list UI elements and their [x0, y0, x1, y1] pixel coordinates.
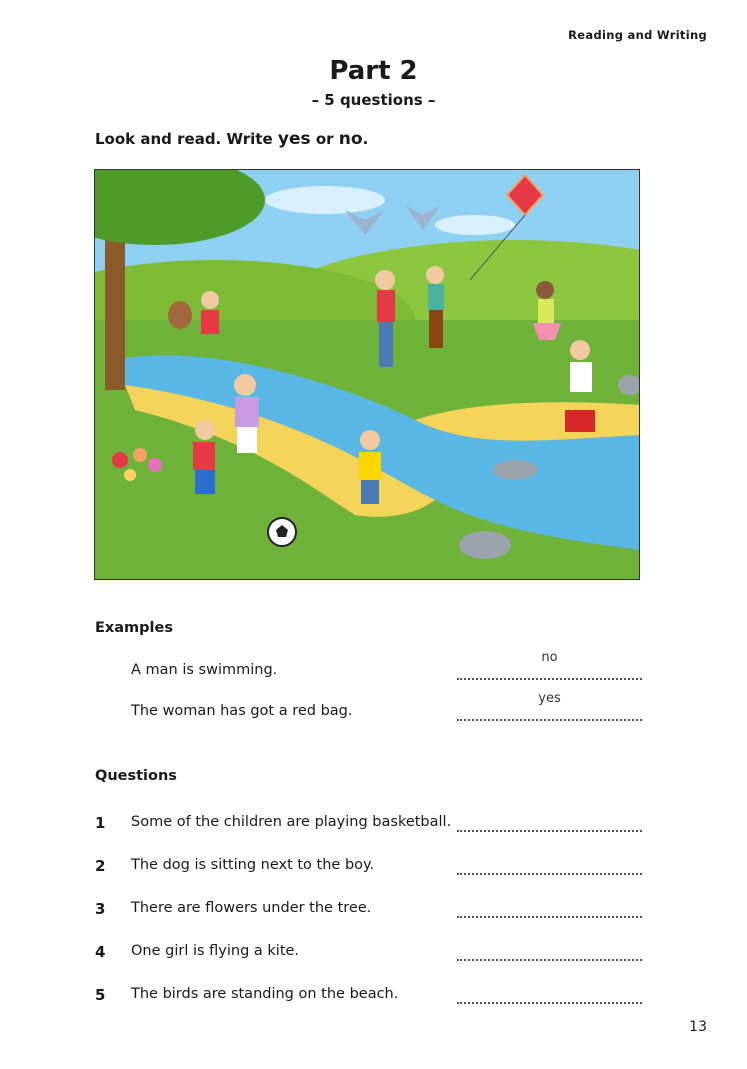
instruction-no: no: [338, 129, 363, 149]
example-text: The woman has got a red bag.: [131, 703, 353, 719]
section-header: Reading and Writing: [568, 28, 707, 42]
instruction-prefix: Look and read. Write: [95, 130, 278, 148]
question-number: 1: [95, 814, 106, 832]
park-scene-illustration: [94, 169, 640, 580]
answer-line[interactable]: [457, 824, 642, 832]
examples-heading: Examples: [95, 620, 173, 636]
page-number: 13: [689, 1019, 707, 1035]
answer-line[interactable]: [457, 910, 642, 918]
instruction-yes: yes: [277, 129, 311, 149]
example-text: A man is swimming.: [131, 662, 278, 678]
question-text: One girl is flying a kite.: [131, 943, 300, 959]
instruction-or: or: [310, 130, 339, 148]
answer-line[interactable]: [457, 867, 642, 875]
question-text: There are flowers under the tree.: [131, 900, 372, 916]
answer-line: [457, 713, 642, 721]
example-row: [95, 650, 645, 686]
answer-line: [457, 672, 642, 680]
answer-line[interactable]: [457, 953, 642, 961]
question-row: [95, 814, 645, 838]
question-number: 3: [95, 900, 106, 918]
example-row: [95, 691, 645, 727]
instruction-end: .: [362, 130, 369, 148]
question-row: [95, 857, 645, 881]
example-answer: yes: [538, 691, 561, 706]
part-title: Part 2: [329, 56, 418, 86]
question-row: [95, 900, 645, 924]
question-row: [95, 943, 645, 967]
answer-line[interactable]: [457, 996, 642, 1004]
example-answer: no: [541, 650, 558, 665]
questions-heading: Questions: [95, 768, 177, 784]
instruction: [95, 129, 368, 149]
part-subtitle: – 5 questions –: [311, 91, 436, 109]
question-text: The dog is sitting next to the boy.: [131, 857, 375, 873]
question-number: 4: [95, 943, 106, 961]
question-text: Some of the children are playing basketball.: [131, 814, 452, 830]
question-row: [95, 986, 645, 1010]
question-number: 2: [95, 857, 106, 875]
question-text: The birds are standing on the beach.: [131, 986, 399, 1002]
question-number: 5: [95, 986, 106, 1004]
